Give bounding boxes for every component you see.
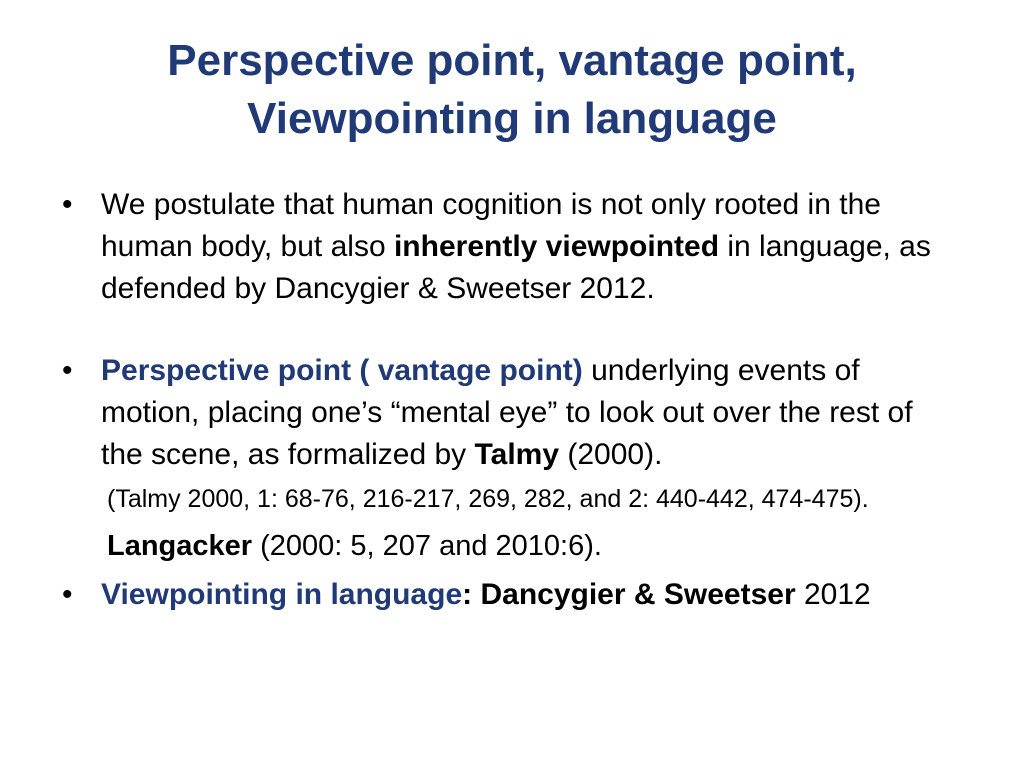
bullet-1-text-b: in language, as defended by Dancygier & Sweetser 2012.	[101, 230, 931, 305]
spacer	[62, 310, 962, 350]
langacker-line	[62, 526, 962, 566]
title-line-1: Perspective point, vantage point,	[167, 36, 857, 85]
bullet-2-text-a: underlying events of motion, placing one’s “mental eye” to look out over the rest of the scene, as formalized by	[101, 354, 913, 471]
bullet-1-text-a: We postulate that human cognition is not only rooted in the human body, but also	[101, 188, 881, 263]
bullet-2-text-b: (2000).	[559, 438, 663, 471]
title-line-2: Viewpointing in language	[247, 94, 777, 143]
langacker-bold: Langacker	[107, 530, 253, 562]
slide-title	[40, 32, 984, 148]
bullet-3-bold: : Dancygier & Sweetser	[462, 578, 796, 611]
bullet-3-text: 2012	[795, 578, 871, 611]
bullet-item-3	[62, 574, 962, 616]
bullet-1-bold: inherently viewpointed	[393, 230, 720, 263]
bullet-2-bold: Talmy	[474, 438, 560, 471]
bullet-item-2	[62, 350, 962, 476]
bullet-2-heading: Perspective point ( vantage point)	[101, 354, 583, 387]
citation-note: (Talmy 2000, 1: 68-76, 216-217, 269, 282, and 2: 440-442, 474-475).	[107, 485, 869, 513]
langacker-text: (2000: 5, 207 and 2010:6).	[252, 530, 602, 562]
bullet-icon: •	[62, 354, 73, 387]
bullet-icon: •	[62, 188, 73, 221]
bullet-3-heading: Viewpointing in language	[101, 578, 463, 611]
slide-content	[62, 184, 962, 616]
bullet-icon: •	[62, 578, 73, 611]
bullet-item-1	[62, 184, 962, 310]
